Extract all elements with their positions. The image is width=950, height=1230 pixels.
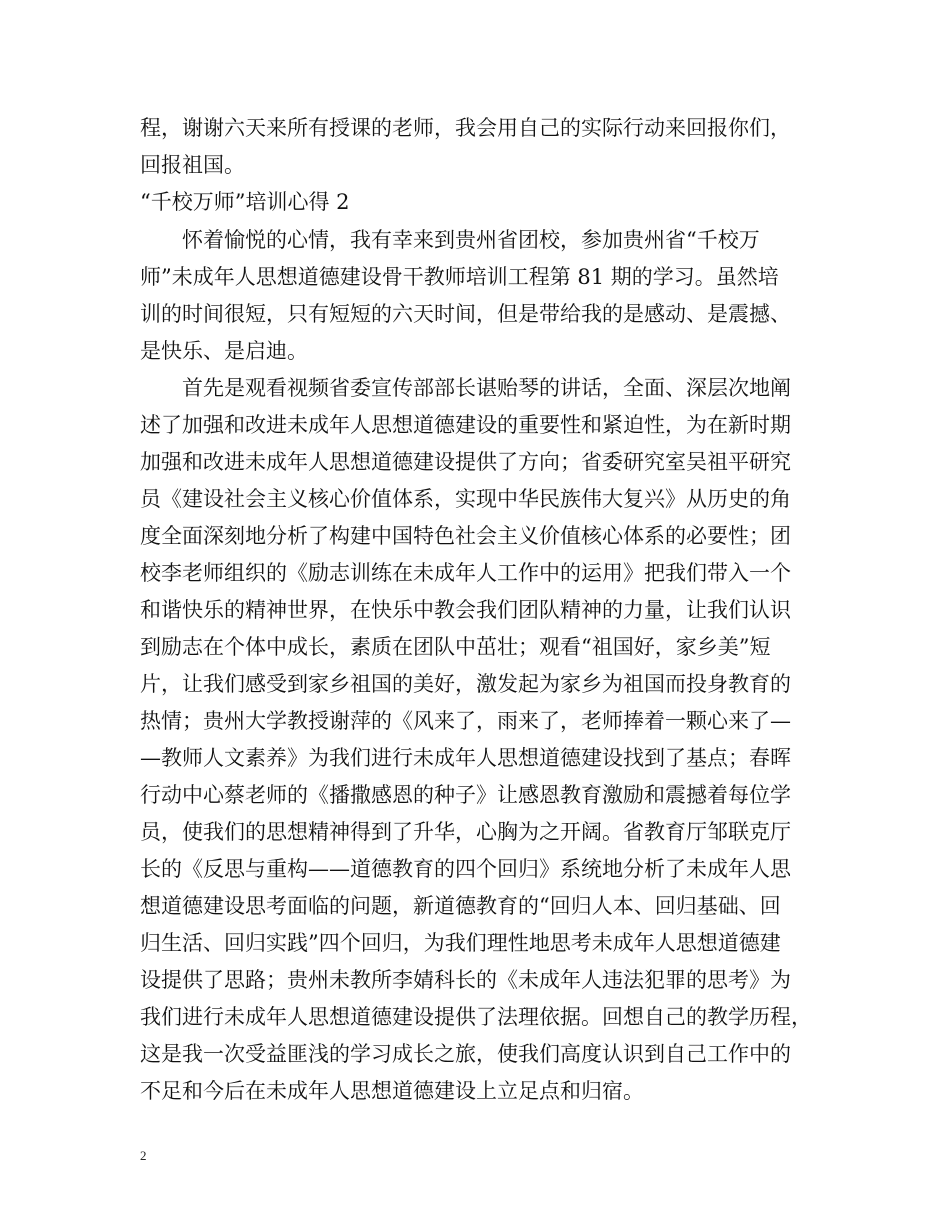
body-text-line: 员，使我们的思想精神得到了升华，心胸为之开阔。省教育厅邹联克厅 (140, 820, 791, 844)
body-text-line: 师”未成年人思想道德建设骨干教师培训工程第 81 期的学习。虽然培 (140, 265, 779, 289)
body-text-line: 不足和今后在未成年人思想道德建设上立足点和归宿。 (140, 1079, 644, 1103)
body-text-line: 是快乐、是启迪。 (140, 339, 308, 363)
body-text-line: 校李老师组织的《励志训练在未成年人工作中的运用》把我们带入一个 (140, 561, 791, 585)
body-text-line: 加强和改进未成年人思想道德建设提供了方向；省委研究室吴祖平研究 (140, 450, 791, 474)
body-text-line: 想道德建设思考面临的问题，新道德教育的“回归人本、回归基础、回 (140, 894, 781, 918)
body-text-line: 回报祖国。 (140, 153, 245, 177)
body-text-line: 长的《反思与重构——道德教育的四个回归》系统地分析了未成年人思 (140, 857, 791, 881)
body-text-line: 我们进行未成年人思想道德建设提供了法理依据。回想自己的教学历程， (140, 1005, 812, 1029)
body-text-line: 程，谢谢六天来所有授课的老师，我会用自己的实际行动来回报你们， (140, 116, 791, 140)
body-text-line: —教师人文素养》为我们进行未成年人思想道德建设找到了基点；春晖 (140, 746, 791, 770)
section-title: “千校万师”培训心得 2 (140, 190, 350, 214)
body-text-line: 度全面深刻地分析了构建中国特色社会主义价值核心体系的必要性；团 (140, 524, 791, 548)
paragraph-first-line: 怀着愉悦的心情，我有幸来到贵州省团校，参加贵州省“千校万 (182, 228, 760, 252)
body-text-line: 行动中心蔡老师的《播撒感恩的种子》让感恩教育激励和震撼着每位学 (140, 783, 791, 807)
body-text-line: 归生活、回归实践”四个回归，为我们理性地思考未成年人思想道德建 (140, 931, 781, 955)
body-text-line: 这是我一次受益匪浅的学习成长之旅，使我们高度认识到自己工作中的 (140, 1042, 791, 1066)
paragraph-first-line: 首先是观看视频省委宣传部部长谌贻琴的讲话，全面、深层次地阐 (182, 376, 791, 400)
body-text-line: 员《建设社会主义核心价值体系，实现中华民族伟大复兴》从历史的角 (140, 487, 791, 511)
body-text-line: 设提供了思路；贵州未教所李婧科长的《未成年人违法犯罪的思考》为 (140, 968, 791, 992)
body-text-line: 述了加强和改进未成年人思想道德建设的重要性和紧迫性，为在新时期 (140, 413, 791, 437)
body-text-line: 到励志在个体中成长，素质在团队中茁壮；观看“祖国好，家乡美”短 (140, 635, 771, 659)
body-text-line: 片，让我们感受到家乡祖国的美好，激发起为家乡为祖国而投身教育的 (140, 672, 791, 696)
body-text-line: 和谐快乐的精神世界，在快乐中教会我们团队精神的力量，让我们认识 (140, 598, 791, 622)
body-text-line: 训的时间很短，只有短短的六天时间，但是带给我的是感动、是震撼、 (140, 302, 791, 326)
body-text-line: 热情；贵州大学教授谢萍的《风来了，雨来了，老师捧着一颗心来了— (140, 709, 791, 733)
page-number: 2 (140, 1148, 147, 1163)
